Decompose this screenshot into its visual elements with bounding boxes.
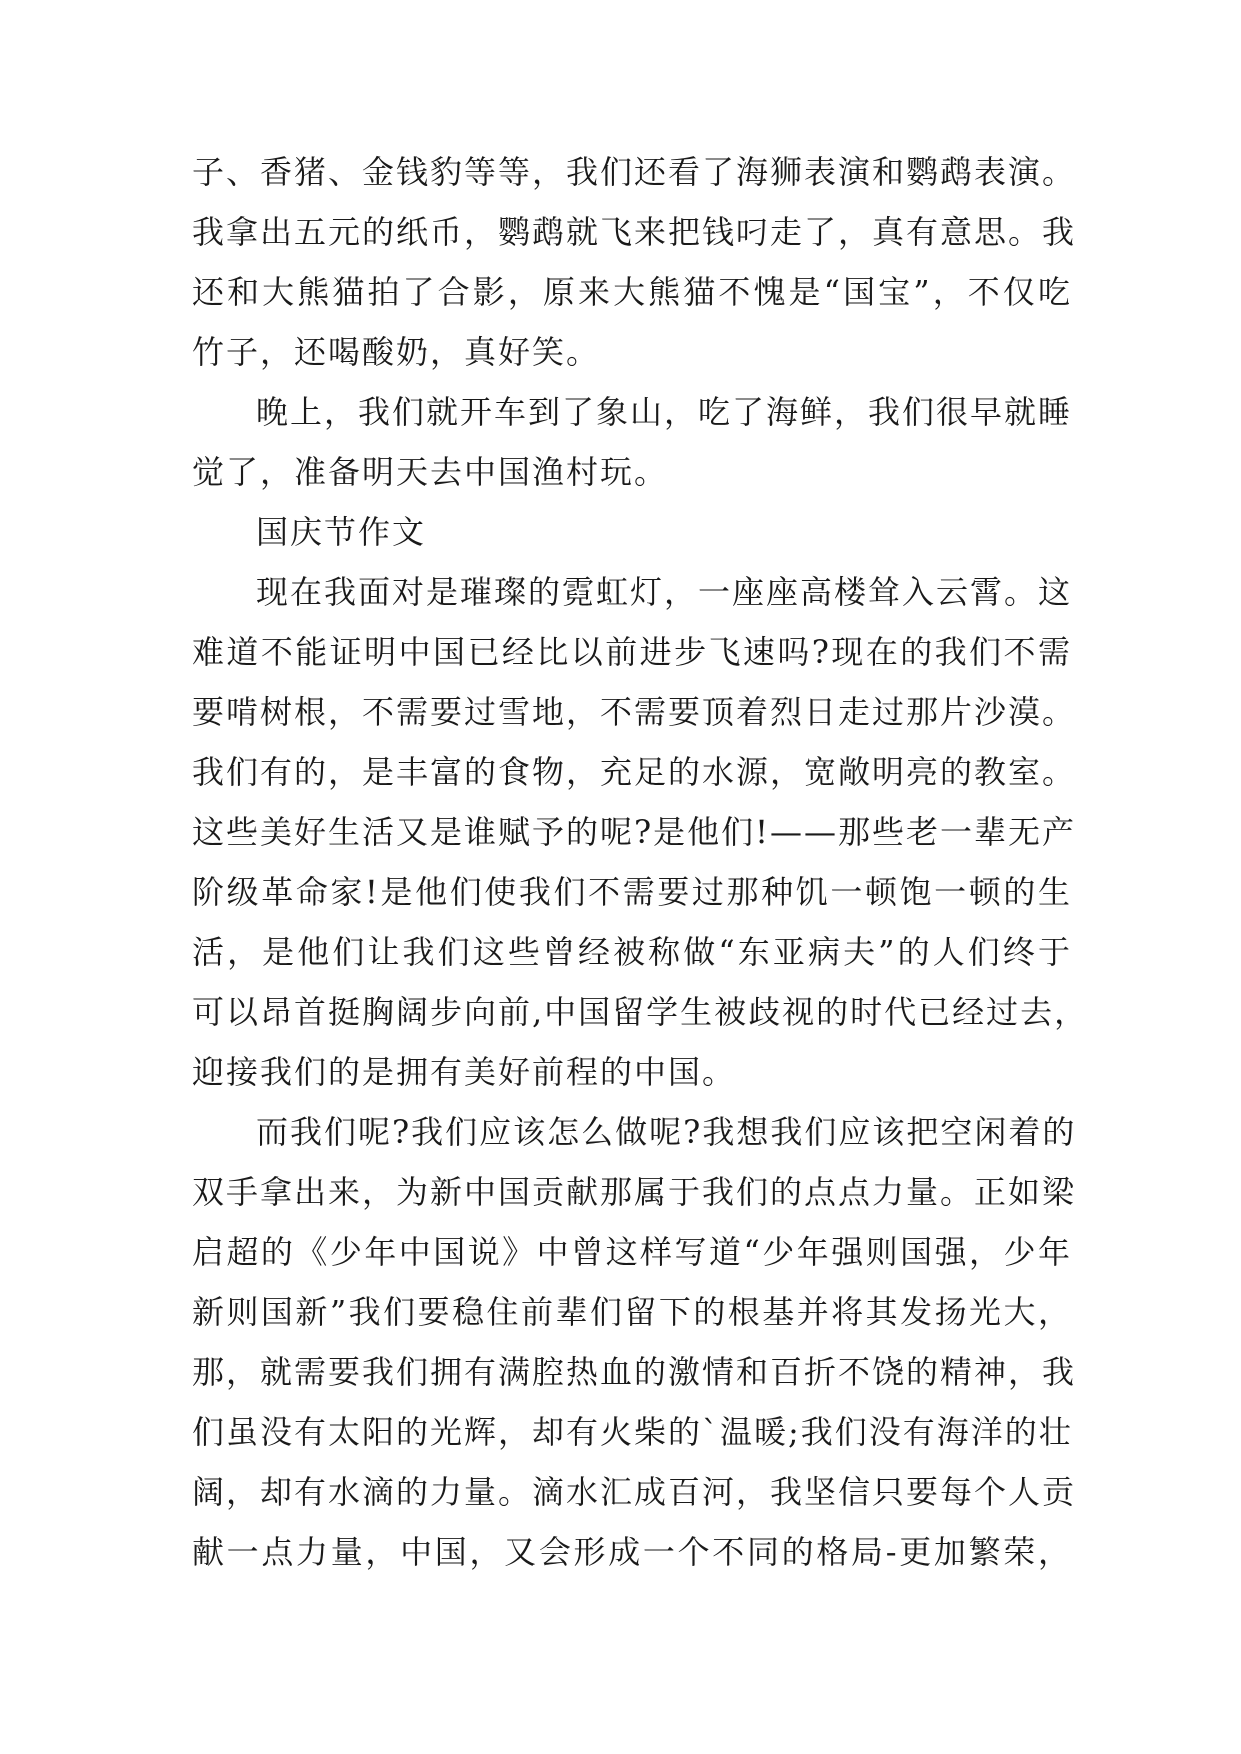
text-line: 还和大熊猫拍了合影，原来大熊猫不愧是“国宝”，不仅吃 xyxy=(192,273,1072,311)
text-line: 献一点力量，中国，又会形成一个不同的格局-更加繁荣， xyxy=(192,1533,1072,1571)
text-line: 晚上，我们就开车到了象山，吃了海鲜，我们很早就睡 xyxy=(256,393,1073,431)
text-line: 那，就需要我们拥有满腔热血的激情和百折不饶的精神，我 xyxy=(192,1353,1077,1391)
text-line: 难道不能证明中国已经比以前进步飞速吗?现在的我们不需 xyxy=(192,633,1072,671)
text-line: 新则国新”我们要稳住前辈们留下的根基并将其发扬光大， xyxy=(192,1293,1072,1331)
text-line: 们虽没有太阳的光辉，却有火柴的`温暖;我们没有海洋的壮 xyxy=(192,1413,1073,1451)
text-line: 阔，却有水滴的力量。滴水汇成百河，我坚信只要每个人贡 xyxy=(192,1473,1077,1511)
text-line: 而我们呢?我们应该怎么做呢?我想我们应该把空闲着的 xyxy=(256,1113,1077,1151)
text-line: 我们有的，是丰富的食物，充足的水源，宽敞明亮的教室。 xyxy=(192,753,1077,791)
text-line: 阶级革命家!是他们使我们不需要过那种饥一顿饱一顿的生 xyxy=(192,873,1072,911)
text-line: 启超的《少年中国说》中曾这样写道“少年强则国强，少年 xyxy=(192,1233,1072,1271)
section-heading: 国庆节作文 xyxy=(256,513,427,551)
text-line: 迎接我们的是拥有美好前程的中国。 xyxy=(192,1053,737,1091)
text-line: 我拿出五元的纸币，鹦鹉就飞来把钱叼走了，真有意思。我 xyxy=(192,213,1077,251)
text-line: 可以昂首挺胸阔步向前,中国留学生被歧视的时代已经过去， xyxy=(192,993,1089,1031)
text-line: 现在我面对是璀璨的霓虹灯，一座座高楼耸入云霄。这 xyxy=(256,573,1073,611)
text-line: 这些美好生活又是谁赋予的呢?是他们!——那些老一辈无产 xyxy=(192,813,1077,851)
text-line: 活，是他们让我们这些曾经被称做“东亚病夫”的人们终于 xyxy=(192,933,1072,971)
text-line: 子、香猪、金钱豹等等，我们还看了海狮表演和鹦鹉表演。 xyxy=(192,153,1077,191)
text-line: 双手拿出来，为新中国贡献那属于我们的点点力量。正如梁 xyxy=(192,1173,1077,1211)
text-line: 觉了，准备明天去中国渔村玩。 xyxy=(192,453,669,491)
text-line: 要啃树根，不需要过雪地，不需要顶着烈日走过那片沙漠。 xyxy=(192,693,1077,731)
text-line: 竹子，还喝酸奶，真好笑。 xyxy=(192,333,601,371)
